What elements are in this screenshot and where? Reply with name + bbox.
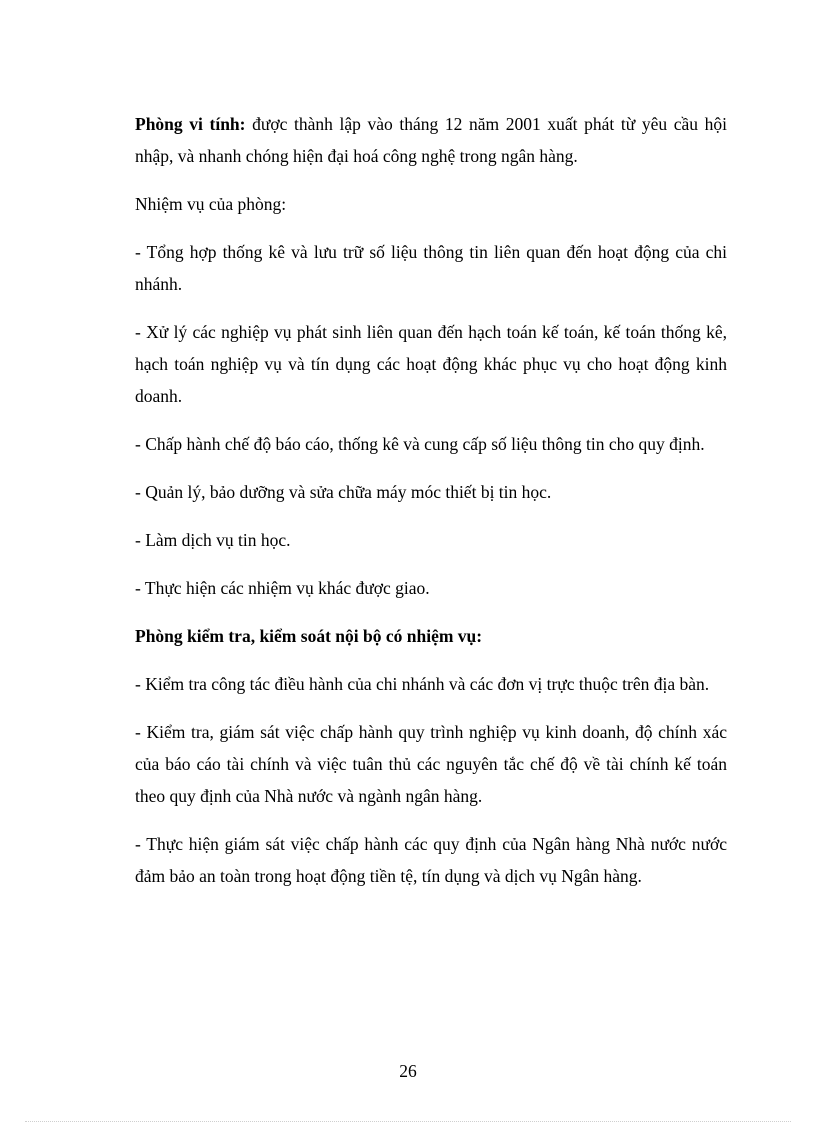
list-item-text: - Kiểm tra, giám sát việc chấp hành quy trình nghiệp vụ kinh doanh, độ chính xác của báo cáo tài chính và việc tuân thủ các nguyên tắc chế độ về tài chính kế toán theo quy định của Nhà nước và ngành ngân hàng. [135,722,727,806]
page-bottom-divider [25,1121,791,1122]
list-item-text: - Kiểm tra công tác điều hành của chi nhánh và các đơn vị trực thuộc trên địa bàn. [135,674,710,694]
list-item [135,236,727,300]
list-item [135,828,727,892]
list-item-text: - Tổng hợp thống kê và lưu trữ số liệu thông tin liên quan đến hoạt động của chi nhánh. [135,242,727,294]
list-item [135,524,727,556]
page-number: 26 [399,1061,417,1081]
paragraph-nhiem-vu [135,188,727,220]
paragraph-text: được thành lập vào tháng 12 năm 2001 xuất phát từ yêu cầu hội nhập, và nhanh chóng hiện đại hoá công nghệ trong ngân hàng. [135,114,728,166]
section-heading-kiem-tra: Phòng kiểm tra, kiểm soát nội bộ có nhiệm vụ: [135,626,483,646]
list-item-text: - Quản lý, bảo dưỡng và sửa chữa máy móc thiết bị tin học. [135,482,552,502]
list-item-text: - Thực hiện các nhiệm vụ khác được giao. [135,578,430,598]
paragraph-phong-vi-tinh [135,108,727,172]
list-item [135,316,727,412]
list-item [135,428,727,460]
list-item [135,716,727,812]
section-heading-phong-vi-tinh: Phòng vi tính: [135,114,246,134]
list-item [135,668,727,700]
list-item-text: - Chấp hành chế độ báo cáo, thống kê và cung cấp số liệu thông tin cho quy định. [135,434,705,454]
paragraph-text: Nhiệm vụ của phòng: [135,194,287,214]
list-item [135,476,727,508]
list-item-text: - Xử lý các nghiệp vụ phát sinh liên quan đến hạch toán kế toán, kế toán thống kê, hạch toán nghiệp vụ và tín dụng các hoạt động khác phục vụ cho hoạt động kinh doanh. [135,322,727,406]
list-item [135,572,727,604]
list-item-text: - Thực hiện giám sát việc chấp hành các quy định của Ngân hàng Nhà nước nước đảm bảo an toàn trong hoạt động tiền tệ, tín dụng và dịch vụ Ngân hàng. [135,834,727,886]
paragraph-kiem-tra-heading [135,620,727,652]
page-content [135,108,727,908]
list-item-text: - Làm dịch vụ tin học. [135,530,291,550]
